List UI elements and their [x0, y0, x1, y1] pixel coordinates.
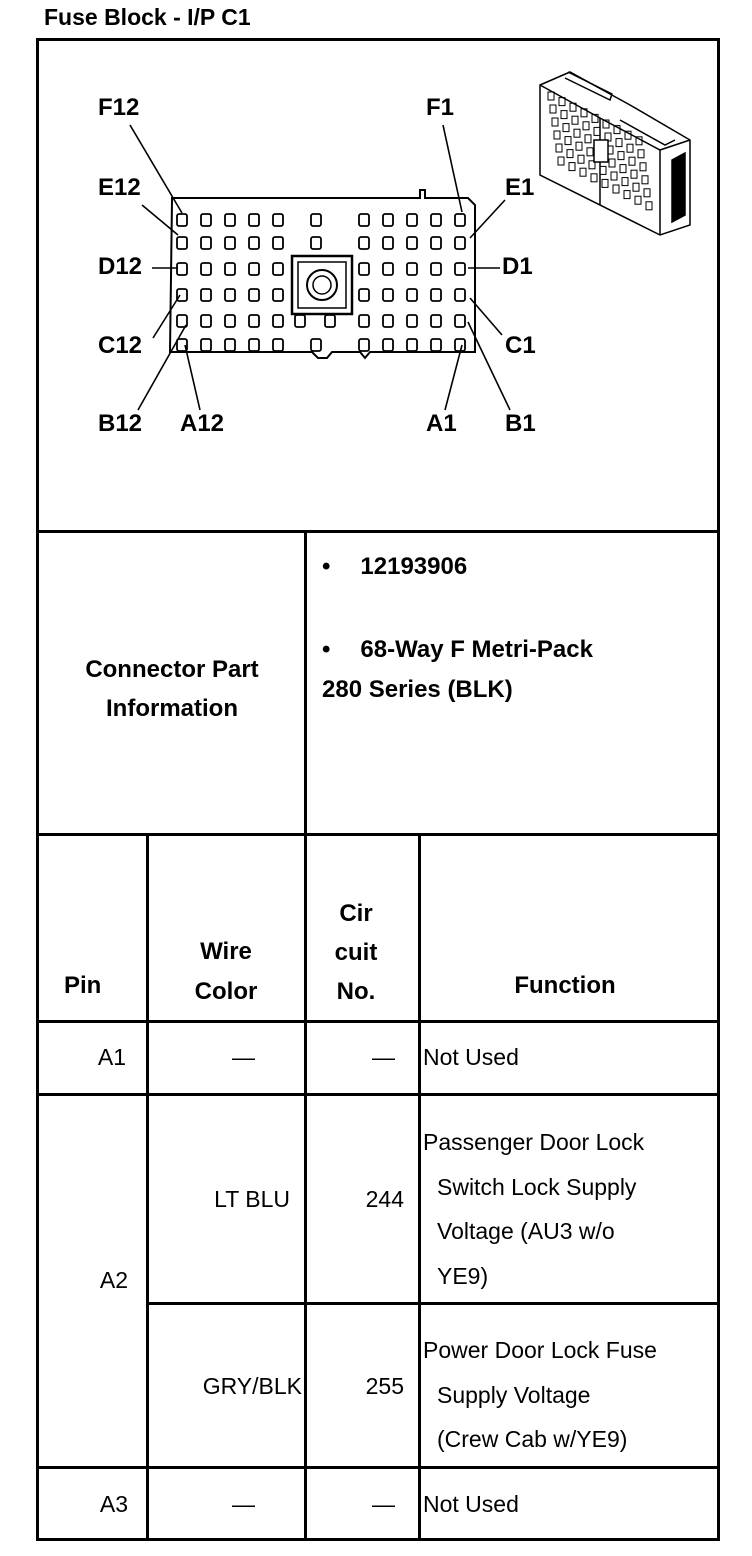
divider-row-a2b — [36, 1466, 720, 1469]
pin-cavity — [455, 339, 465, 351]
pin-cavity — [455, 237, 465, 249]
pin-cavity — [249, 339, 259, 351]
row-a2-function-1: Passenger Door Lock Switch Lock Supply Voltage (AU3 w/o YE9) — [423, 1129, 645, 1289]
pin-cavity — [273, 315, 283, 327]
pin-cavity — [201, 289, 211, 301]
header-wire-color: Wire Color — [194, 938, 258, 1005]
pin-cavity — [431, 289, 441, 301]
pin-cavity — [177, 263, 187, 275]
part-number-item: • 12193906 — [322, 553, 468, 580]
pin-cavity — [311, 214, 321, 226]
col-divider-function — [418, 833, 421, 1541]
pin-cavity — [431, 315, 441, 327]
pin-grid — [177, 214, 465, 351]
pin-cavity — [359, 214, 369, 226]
row-a2-circuit-2: 255 — [365, 1373, 404, 1399]
pin-cavity — [359, 339, 369, 351]
pin-cavity — [407, 339, 417, 351]
divider-diagram — [36, 530, 720, 533]
pin-cavity — [201, 214, 211, 226]
label-a12: A12 — [180, 410, 225, 437]
row-a2-circuit-1: 244 — [365, 1186, 404, 1212]
pin-cavity — [249, 263, 259, 275]
pin-cavity — [249, 214, 259, 226]
pin-cavity — [311, 237, 321, 249]
row-a3-circuit: — — [372, 1491, 395, 1517]
label-a1: A1 — [426, 410, 457, 437]
pin-cavity — [383, 214, 393, 226]
pin-cavity — [249, 315, 259, 327]
pin-cavity — [201, 237, 211, 249]
pin-cavity — [273, 214, 283, 226]
pin-cavity — [177, 289, 187, 301]
pin-cavity — [201, 315, 211, 327]
pin-cavity — [177, 214, 187, 226]
row-a1-function: Not Used — [423, 1044, 519, 1070]
pin-cavity — [225, 289, 235, 301]
pin-cavity — [359, 289, 369, 301]
center-latch-ring — [307, 270, 337, 300]
pin-cavity — [383, 315, 393, 327]
pin-cavity — [455, 289, 465, 301]
pin-cavity — [407, 263, 417, 275]
pin-cavity — [225, 315, 235, 327]
divider-info — [36, 833, 720, 836]
center-latch-inner — [298, 262, 346, 308]
pin-cavity — [431, 237, 441, 249]
row-a1-wire: — — [232, 1044, 255, 1070]
pin-cavity — [225, 214, 235, 226]
divider-row-a1 — [36, 1093, 720, 1096]
connector-isometric-icon — [540, 72, 690, 235]
pin-cavity — [431, 339, 441, 351]
row-a3-function: Not Used — [423, 1491, 519, 1517]
label-e12: E12 — [98, 174, 141, 201]
center-latch-hole — [313, 276, 331, 294]
pin-cavity — [225, 263, 235, 275]
pin-cavity — [383, 289, 393, 301]
pin-cavity — [455, 214, 465, 226]
pin-cavity — [177, 237, 187, 249]
pin-cavity — [225, 237, 235, 249]
pin-cavity — [455, 315, 465, 327]
pin-cavity — [249, 237, 259, 249]
pin-cavity — [201, 263, 211, 275]
pin-cavity — [407, 214, 417, 226]
label-d1: D1 — [502, 253, 533, 280]
pin-cavity — [201, 339, 211, 351]
pin-cavity — [273, 237, 283, 249]
pin-cavity — [359, 263, 369, 275]
label-b1: B1 — [505, 410, 536, 437]
header-pin: Pin — [64, 972, 102, 999]
connector-part-label: Connector Part Information — [85, 656, 259, 722]
center-latch-outer — [292, 256, 352, 314]
pin-cavity — [325, 315, 335, 327]
connector-outline — [170, 190, 475, 358]
pin-cavity — [225, 339, 235, 351]
pin-cavity — [273, 289, 283, 301]
header-function: Function — [514, 972, 616, 999]
row-a1-circuit: — — [372, 1044, 395, 1070]
label-c12: C12 — [98, 332, 143, 359]
label-f12: F12 — [98, 94, 140, 121]
pin-cavity — [273, 339, 283, 351]
pin-cavity — [407, 315, 417, 327]
row-a3-wire: — — [232, 1491, 255, 1517]
pin-cavity — [455, 263, 465, 275]
label-d12: D12 — [98, 253, 143, 280]
pin-cavity — [431, 214, 441, 226]
row-a3-pin: A3 — [99, 1491, 128, 1517]
pin-cavity — [295, 315, 305, 327]
label-e1: E1 — [505, 174, 535, 201]
pin-cavity — [359, 237, 369, 249]
row-a2-function-2: Power Door Lock Fuse Supply Voltage (Crew Cab w/YE9) — [423, 1337, 657, 1452]
connector-type-item: • 68-Way F Metri-Pack 280 Series (BLK) — [322, 636, 593, 703]
label-b12: B12 — [98, 410, 143, 437]
divider-row-a2a — [147, 1302, 720, 1305]
pin-cavity — [311, 339, 321, 351]
row-a2-wire-2: GRY/BLK — [202, 1373, 302, 1399]
pin-cavity — [383, 339, 393, 351]
divider-header — [36, 1020, 720, 1023]
row-a2-pin: A2 — [99, 1267, 128, 1293]
label-f1: F1 — [426, 94, 455, 121]
pin-cavity — [249, 289, 259, 301]
pin-cavity — [431, 263, 441, 275]
pin-cavity — [383, 237, 393, 249]
pin-cavity — [383, 263, 393, 275]
pin-cavity — [407, 289, 417, 301]
pin-cavity — [407, 237, 417, 249]
row-a1-pin: A1 — [97, 1044, 126, 1070]
pin-cavity — [273, 263, 283, 275]
pin-cavity — [359, 315, 369, 327]
label-c1: C1 — [505, 332, 536, 359]
header-circuit-no: Cir cuit No. — [334, 900, 378, 1005]
page-title: Fuse Block - I/P C1 — [44, 4, 251, 30]
row-a2-wire-1: LT BLU — [214, 1186, 290, 1212]
